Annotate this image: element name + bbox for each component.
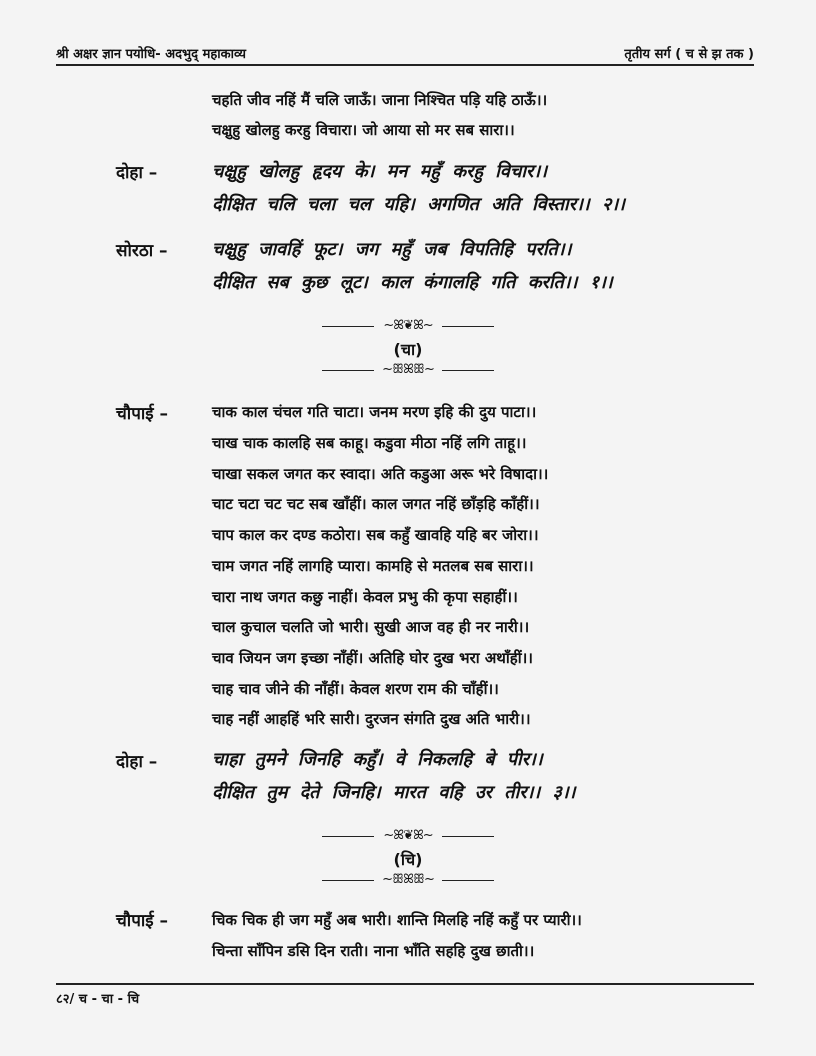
verse-line: चाल कुचाल चलति जो भारी। सुखी आज वह ही नर नारी।। [212, 618, 530, 636]
verse-line: चाक काल चंचल गति चाटा। जनम मरण इहि की दुय पाटा।। [212, 403, 537, 421]
ornament-icon: ~ꕥꕤꕥ~ [382, 872, 434, 887]
verse-line: चक्षुहु खोलहु करहु विचारा। जो आया सो मर सब सारा।। [212, 121, 515, 139]
verse-line: चाह चाव जीने की नाँहीं। केवल शरण राम की चाँहीं।। [212, 680, 499, 698]
ornament-icon: ~ꕤ❦ꕤ~ [383, 828, 433, 843]
doha-line: चक्षुहु खोलहु हृदय के। मन महुँ करहु विचार।। [212, 161, 548, 182]
verse-line: चाट चटा चट चट सब खाँहीं। काल जगत नहिं छाँड़हि काँहीं।। [212, 495, 540, 513]
sortha-label: सोरठा – [116, 241, 168, 261]
verse-line: चिन्ता साँपिन डसि दिन राती। नाना भाँति सहहि दुख छाती।। [212, 942, 535, 960]
running-header [56, 40, 754, 62]
verse-line: चाम जगत नहिं लागहि प्यारा। कामहि से मतलब सब सारा।। [212, 557, 534, 575]
header-rule [56, 64, 754, 66]
doha-label: दोहा – [116, 163, 158, 183]
sortha-line: चक्षुहु जावहिं फूट। जग महुँ जब विपतिहि परति।। [212, 239, 572, 260]
page-footer: ८२/ च - चा - चि [56, 992, 140, 1007]
doha-line: चाहा तुमने जिनहि कहुँ। वे निकलहि बे पीर।। [212, 749, 543, 770]
verse-line: चारा नाथ जगत कछु नाहीं। केवल प्रभु की कृपा सहाहीं।। [212, 588, 518, 606]
verse-line: चाह नहीं आहहिं भरि सारी। दुरजन संगति दुख अति भारी।। [212, 710, 531, 728]
ornament-icon: ~ꕤ❦ꕤ~ [383, 318, 433, 333]
section-title: (चा) [393, 340, 423, 359]
doha-label: दोहा – [116, 752, 158, 772]
chaupai-label: चौपाई – [116, 911, 169, 931]
chapter-title: तृतीय सर्ग ( च से झ तक ) [624, 47, 754, 62]
ornament-icon: ~ꕥꕤꕥ~ [382, 362, 434, 377]
verse-line: चिक चिक ही जग महुँ अब भारी। शान्ति मिलहि नहिं कहुँ पर प्यारी।। [212, 911, 582, 929]
verse-line: चाख चाक कालहि सब काहू। कडुवा मीठा नहिं लगि ताहू।। [212, 434, 527, 452]
verse-line: चाव जियन जग इच्छा नाँहीं। अतिहि घोर दुख भरा अथाँहीं।। [212, 649, 533, 667]
sortha-line: दीक्षित सब कुछ लूट। काल कंगालहि गति करति।। १।। [212, 272, 613, 293]
verse-line: चाखा सकल जगत कर स्वादा। अति कडुआ अरू भरे विषादा।। [212, 465, 549, 483]
doha-line: दीक्षित चलि चला चल यहि। अगणित अति विस्तार।। २।। [212, 194, 625, 215]
book-title: श्री अक्षर ज्ञान पयोधि- अदभुद् महाकाव्य [56, 47, 246, 62]
chaupai-label: चौपाई – [116, 404, 169, 424]
footer-rule [56, 983, 754, 985]
doha-line: दीक्षित तुम देते जिनहि। मारत वहि उर तीर।। ३।। [212, 782, 576, 803]
verse-line: चहति जीव नहिं मैं चलि जाऊँ। जाना निश्चित पड़ि यहि ठाऊँ।। [212, 91, 548, 109]
verse-line: चाप काल कर दण्ड कठोरा। सब कहुँ खावहि यहि बर जोरा।। [212, 526, 539, 544]
section-title: (चि) [393, 850, 423, 869]
